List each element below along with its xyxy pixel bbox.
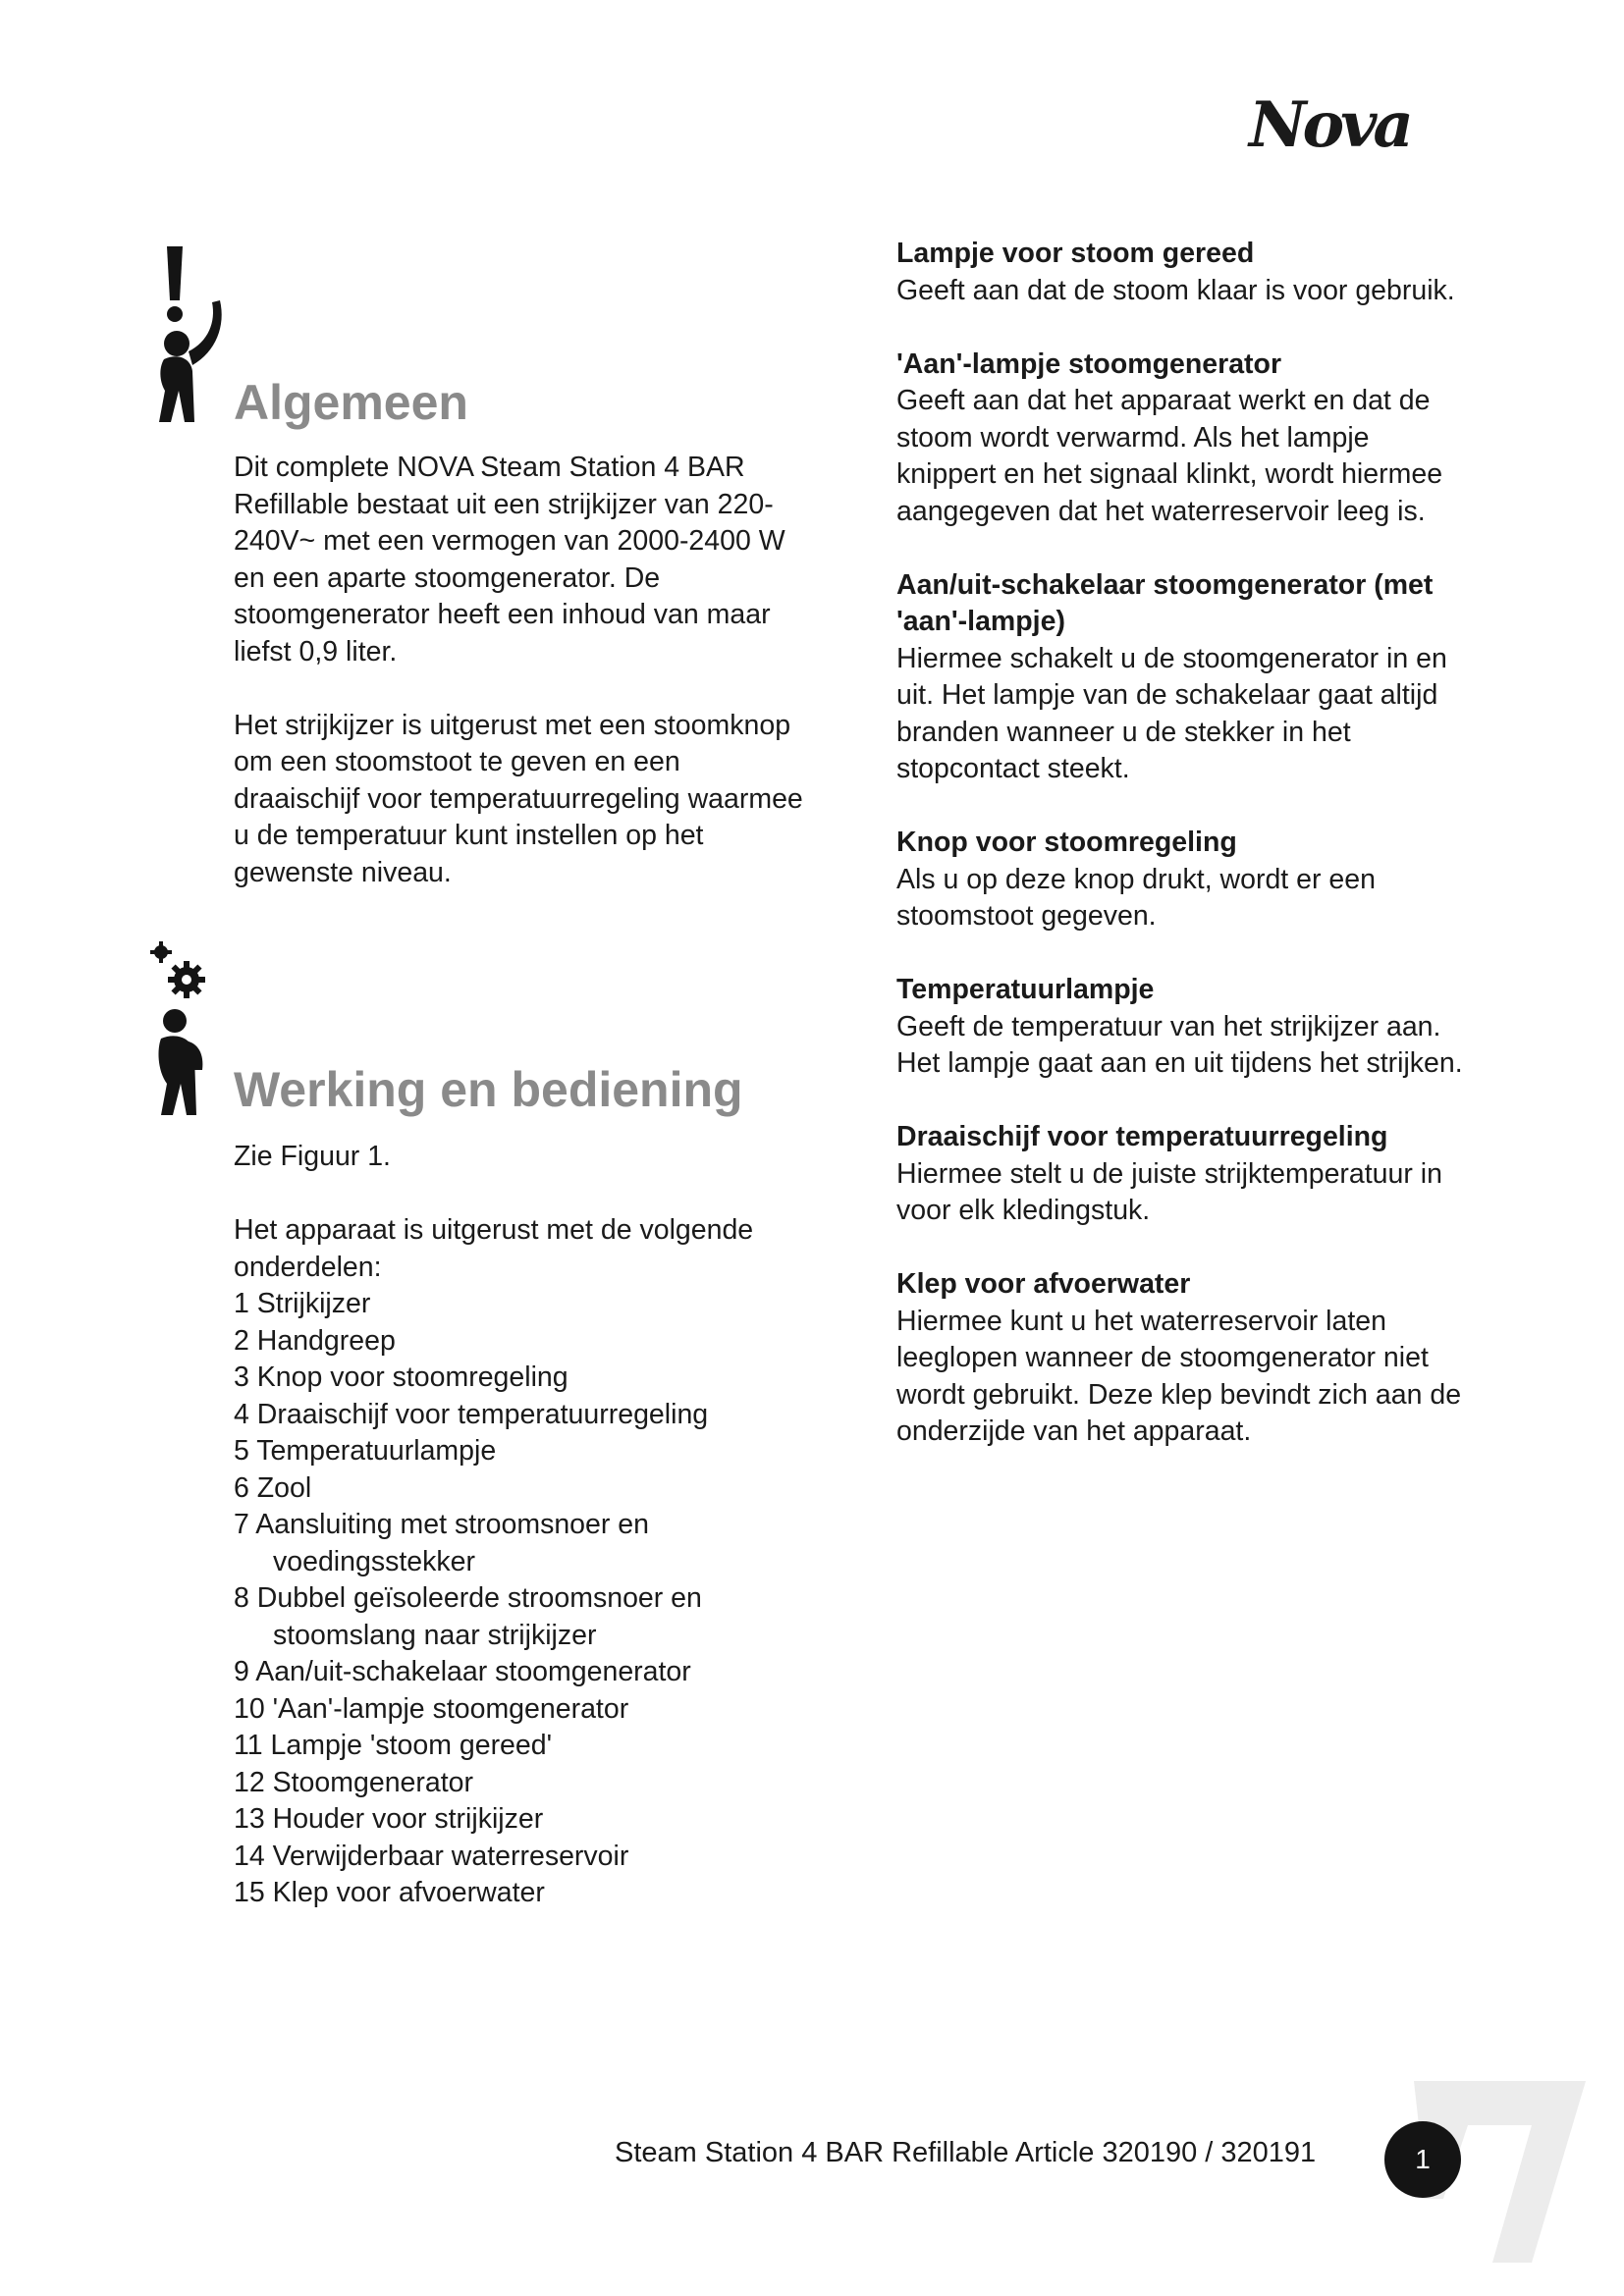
parts-intro: Het apparaat is uitgerust met de volgende onderdelen:: [234, 1214, 754, 1283]
section-heading-general: Algemeen: [234, 375, 468, 430]
description-entry: [896, 236, 1466, 309]
operation-text: [234, 1139, 803, 1912]
description-text: Hiermee schakelt u de stoomgenerator in en uit. Het lampje van de schakelaar gaat altijd branden wanneer u de stekker in het stopcontact steekt.: [896, 642, 1447, 784]
general-paragraph: Het strijkijzer is uitgerust met een stoomknop om een stoomstoot te geven en een draaischijf voor temperatuurregeling waarmee u de temperatuur kunt instellen op het gewenste niveau.: [234, 709, 803, 888]
description-entry: [896, 1266, 1466, 1451]
list-item: 6 Zool: [234, 1471, 312, 1504]
description-text: Hiermee stelt u de juiste strijktemperatuur in voor elk kledingstuk.: [896, 1157, 1442, 1226]
description-entry: [896, 1119, 1466, 1230]
list-item: 3 Knop voor stoomregeling: [234, 1362, 568, 1393]
description-title: 'Aan'-lampje stoomgenerator: [896, 347, 1282, 380]
description-title: Lampje voor stoom gereed: [896, 238, 1255, 269]
description-entry: [896, 825, 1466, 935]
description-title: Draaischijf voor temperatuurregeling: [896, 1121, 1388, 1152]
description-text: Hiermee kunt u het waterreservoir laten leeglopen wanneer de stoomgenerator niet wordt gebruikt. Deze klep bevindt zich aan de onderzijde van het apparaat.: [896, 1305, 1462, 1447]
description-title: Knop voor stoomregeling: [896, 827, 1237, 858]
page-number: 1: [1384, 2121, 1461, 2198]
list-item: 15 Klep voor afvoerwater: [234, 1877, 545, 1908]
list-item: 10 'Aan'-lampje stoomgenerator: [234, 1692, 629, 1725]
description-title: Temperatuurlampje: [896, 974, 1155, 1005]
footer-text: Steam Station 4 BAR Refillable Article 320190 / 320191: [615, 2137, 1317, 2168]
exclamation-person-icon: [147, 243, 228, 425]
description-text: Geeft de temperatuur van het strijkijzer aan. Het lampje gaat aan en uit tijdens het strijken.: [896, 1010, 1463, 1079]
general-text: [234, 450, 803, 891]
see-figure-text: Zie Figuur 1.: [234, 1141, 391, 1172]
list-item: 11 Lampje 'stoom gereed': [234, 1730, 553, 1761]
description-text: Als u op deze knop drukt, wordt er een stoomstoot gegeven.: [896, 863, 1376, 932]
list-item: 13 Houder voor strijkijzer: [234, 1803, 544, 1835]
description-entry: [896, 347, 1466, 531]
descriptions-column: [896, 236, 1466, 1487]
list-item: 9 Aan/uit-schakelaar stoomgenerator: [234, 1656, 691, 1687]
description-title: Klep voor afvoerwater: [896, 1268, 1191, 1300]
logo-text: Nova: [1249, 93, 1410, 158]
list-item: 14 Verwijderbaar waterreservoir: [234, 1840, 629, 1872]
list-item: 4 Draaischijf voor temperatuurregeling: [234, 1398, 709, 1430]
description-entry: [896, 567, 1466, 788]
parts-list: [234, 1286, 803, 1912]
list-item: 12 Stoomgenerator: [234, 1766, 473, 1798]
list-item: 2 Handgreep: [234, 1324, 396, 1357]
nova-logo: [1245, 93, 1463, 158]
description-title: Aan/uit-schakelaar stoomgenerator (met 'aan'-lampje): [896, 568, 1434, 637]
section-heading-operation: Werking en bediening: [234, 1062, 743, 1117]
general-paragraph: Dit complete NOVA Steam Station 4 BAR Refillable bestaat uit een strijkijzer van 220-240V~ met een vermogen van 2000-2400 W en een aparte stoomgenerator. De stoomgenerator heeft een inhoud van maar liefst 0,9 liter.: [234, 452, 785, 667]
list-item: 7 Aansluiting met stroomsnoer en voedingsstekker: [234, 1509, 649, 1577]
gear-person-icon: [149, 940, 230, 1119]
description-text: Geeft aan dat het apparaat werkt en dat de stoom wordt verwarmd. Als het lampje knippert en het signaal klinkt, wordt hiermee aangegeven dat het waterreservoir leeg is.: [896, 385, 1443, 527]
list-item: 8 Dubbel geïsoleerde stroomsnoer en stoomslang naar strijkijzer: [234, 1582, 702, 1651]
list-item: 5 Temperatuurlampje: [234, 1435, 497, 1467]
description-entry: [896, 972, 1466, 1083]
description-text: Geeft aan dat de stoom klaar is voor gebruik.: [896, 274, 1455, 306]
list-item: 1 Strijkijzer: [234, 1288, 371, 1319]
